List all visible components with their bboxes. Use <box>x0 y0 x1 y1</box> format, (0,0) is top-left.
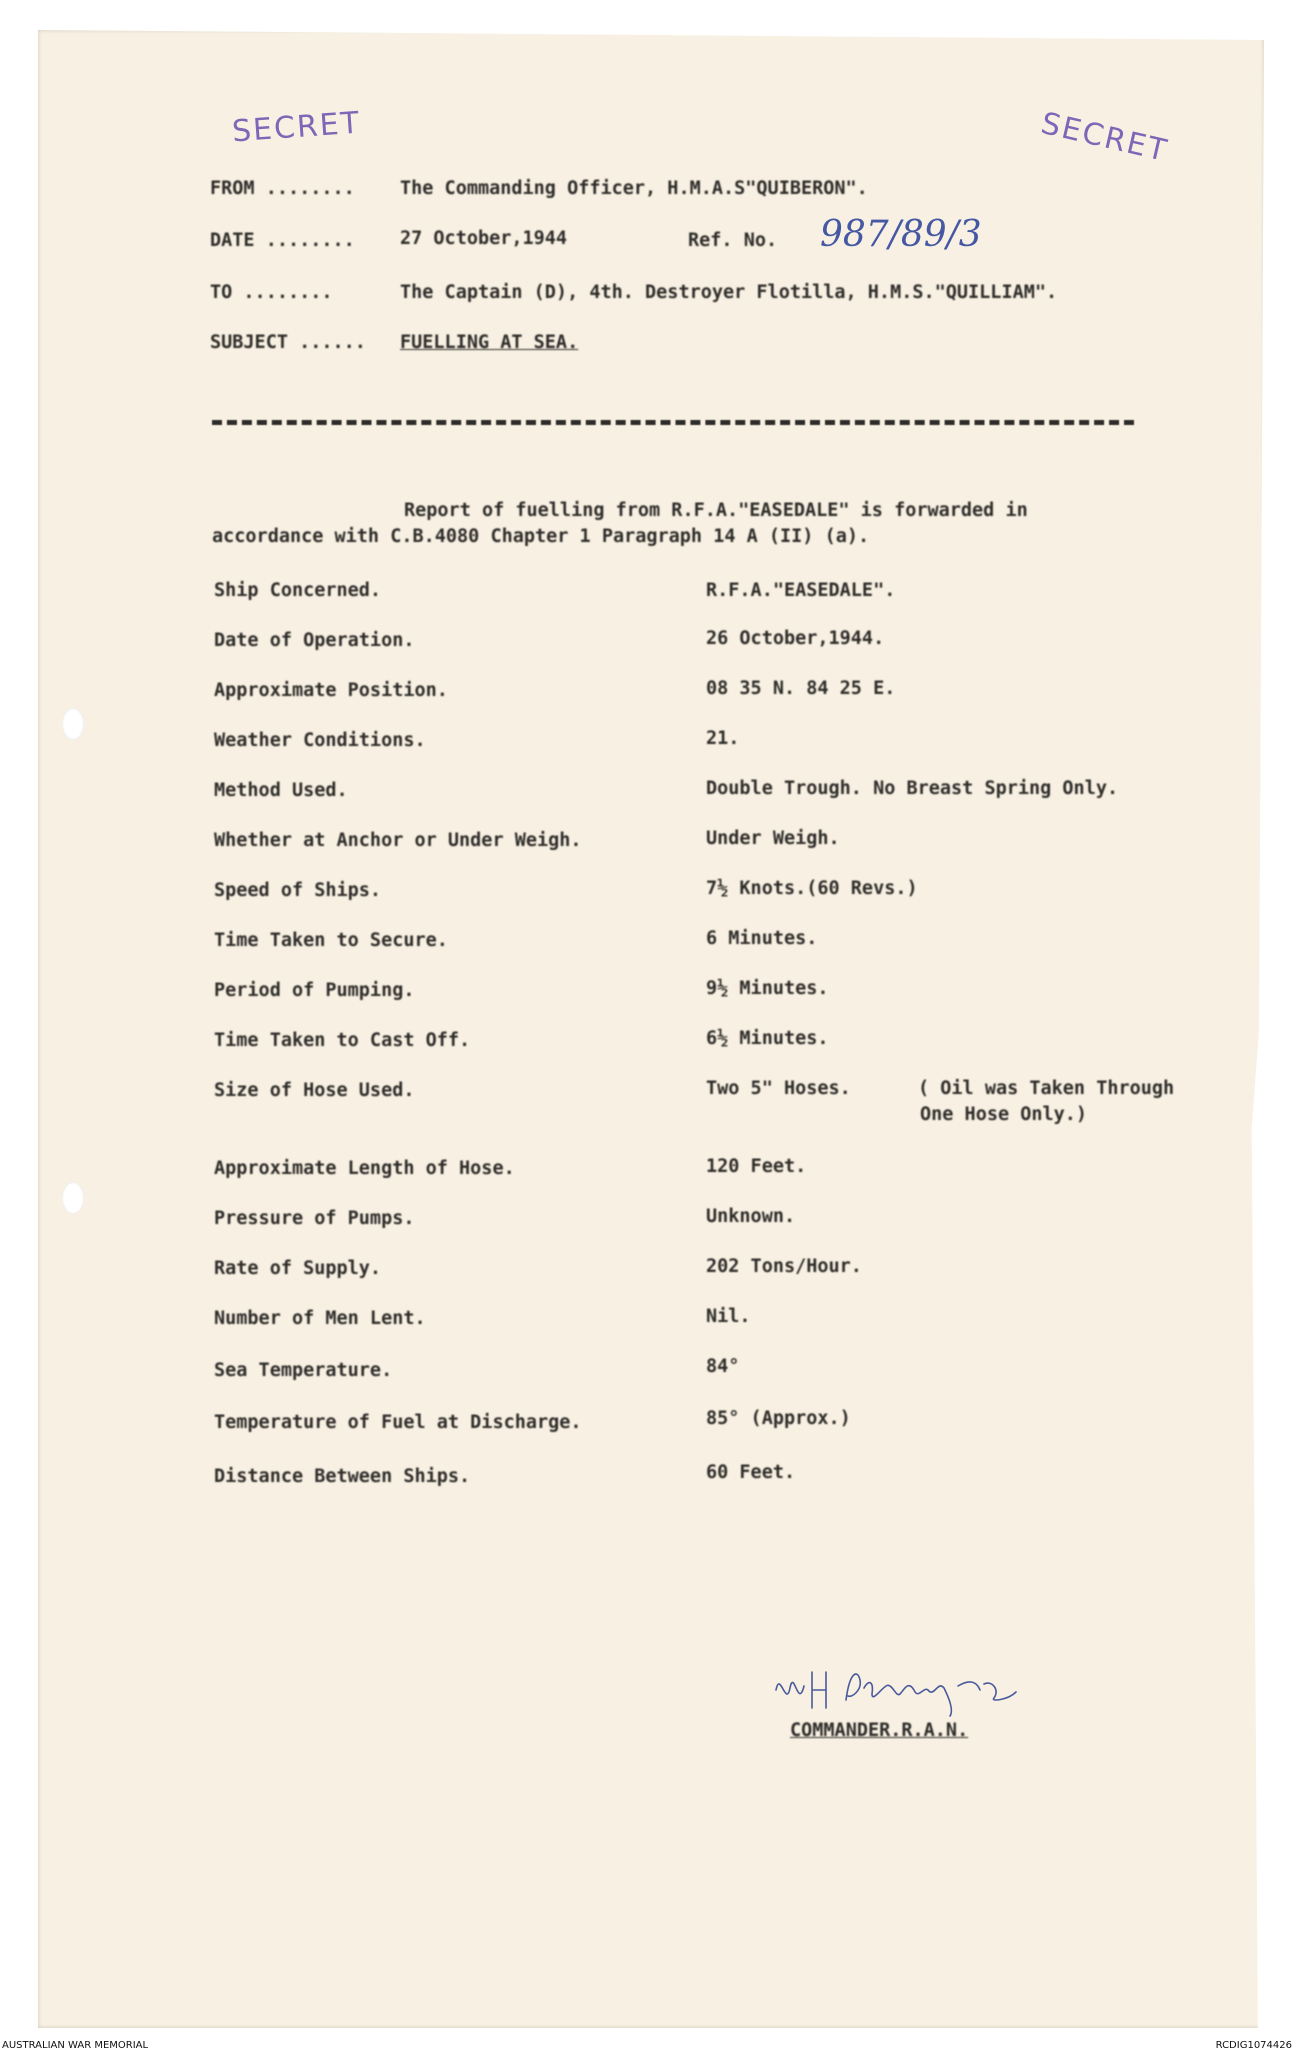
from-label: FROM ........ <box>210 178 355 199</box>
date-value: 27 October,1944 <box>400 228 568 249</box>
intro-line-2: accordance with C.B.4080 Chapter 1 Paragraph 14 A (II) (a). <box>212 526 870 547</box>
intro-line-1: Report of fuelling from R.F.A."EASEDALE" is forwarded in <box>404 500 1028 521</box>
to-value: The Captain (D), 4th. Destroyer Flotilla, H.M.S."QUILLIAM". <box>400 282 1058 303</box>
row-label: Whether at Anchor or Under Weigh. <box>214 830 582 851</box>
subject-value: FUELLING AT SEA. <box>400 332 579 353</box>
row-label: Approximate Length of Hose. <box>214 1158 515 1179</box>
row-label: Distance Between Ships. <box>214 1466 471 1487</box>
row-label: Pressure of Pumps. <box>214 1208 415 1229</box>
punch-hole-top <box>62 708 84 740</box>
row-value: Nil. <box>706 1306 751 1327</box>
row-value: 202 Tons/Hour. <box>706 1256 862 1277</box>
row-value: Double Trough. No Breast Spring Only. <box>706 778 1119 799</box>
row-label: Date of Operation. <box>214 630 415 651</box>
ref-number-handwritten: 987/89/3 <box>820 214 982 255</box>
to-label: TO ........ <box>210 282 333 303</box>
row-value: 7½ Knots.(60 Revs.) <box>706 878 918 899</box>
row-value: 85° (Approx.) <box>706 1408 851 1429</box>
row-value: Unknown. <box>706 1206 796 1227</box>
row-value: R.F.A."EASEDALE". <box>706 580 896 601</box>
row-label: Ship Concerned. <box>214 580 382 601</box>
row-value: 60 Feet. <box>706 1462 796 1483</box>
row-value: 21. <box>706 728 740 749</box>
row-label: Time Taken to Secure. <box>214 930 448 951</box>
handwritten-signature <box>768 1650 1048 1720</box>
row-note: One Hose Only.) <box>920 1104 1088 1125</box>
row-label: Approximate Position. <box>214 680 448 701</box>
subject-label: SUBJECT ...... <box>210 332 366 353</box>
row-value: 84° <box>706 1356 740 1377</box>
row-value: 9½ Minutes. <box>706 978 829 999</box>
punch-hole-bottom <box>62 1182 84 1214</box>
row-label: Method Used. <box>214 780 348 801</box>
row-label: Number of Men Lent. <box>214 1308 426 1329</box>
row-label: Temperature of Fuel at Discharge. <box>214 1412 582 1433</box>
row-label: Period of Pumping. <box>214 980 415 1001</box>
row-label: Sea Temperature. <box>214 1360 393 1381</box>
footer-right: RCDIG1074426 <box>1215 2040 1292 2051</box>
row-value: 6½ Minutes. <box>706 1028 829 1049</box>
row-value: 120 Feet. <box>706 1156 807 1177</box>
document-sheet <box>38 30 1264 2028</box>
date-label: DATE ........ <box>210 230 355 251</box>
dashed-divider <box>212 420 1134 425</box>
footer-left: AUSTRALIAN WAR MEMORIAL <box>2 2040 149 2051</box>
row-note: ( Oil was Taken Through <box>918 1078 1175 1099</box>
row-label: Speed of Ships. <box>214 880 382 901</box>
secret-stamp-right: SECRET <box>1037 105 1172 170</box>
row-label: Size of Hose Used. <box>214 1080 415 1101</box>
row-label: Time Taken to Cast Off. <box>214 1030 471 1051</box>
row-label: Rate of Supply. <box>214 1258 382 1279</box>
row-value: Under Weigh. <box>706 828 840 849</box>
row-value: 08 35 N. 84 25 E. <box>706 678 896 699</box>
ref-label: Ref. No. <box>688 230 778 251</box>
row-value: 6 Minutes. <box>706 928 818 949</box>
from-value: The Commanding Officer, H.M.A.S"QUIBERON". <box>400 178 868 199</box>
row-label: Weather Conditions. <box>214 730 426 751</box>
row-value: Two 5" Hoses. <box>706 1078 851 1099</box>
signature-title: COMMANDER.R.A.N. <box>790 1720 969 1741</box>
row-value: 26 October,1944. <box>706 628 885 649</box>
secret-stamp-left: SECRET <box>230 105 363 150</box>
